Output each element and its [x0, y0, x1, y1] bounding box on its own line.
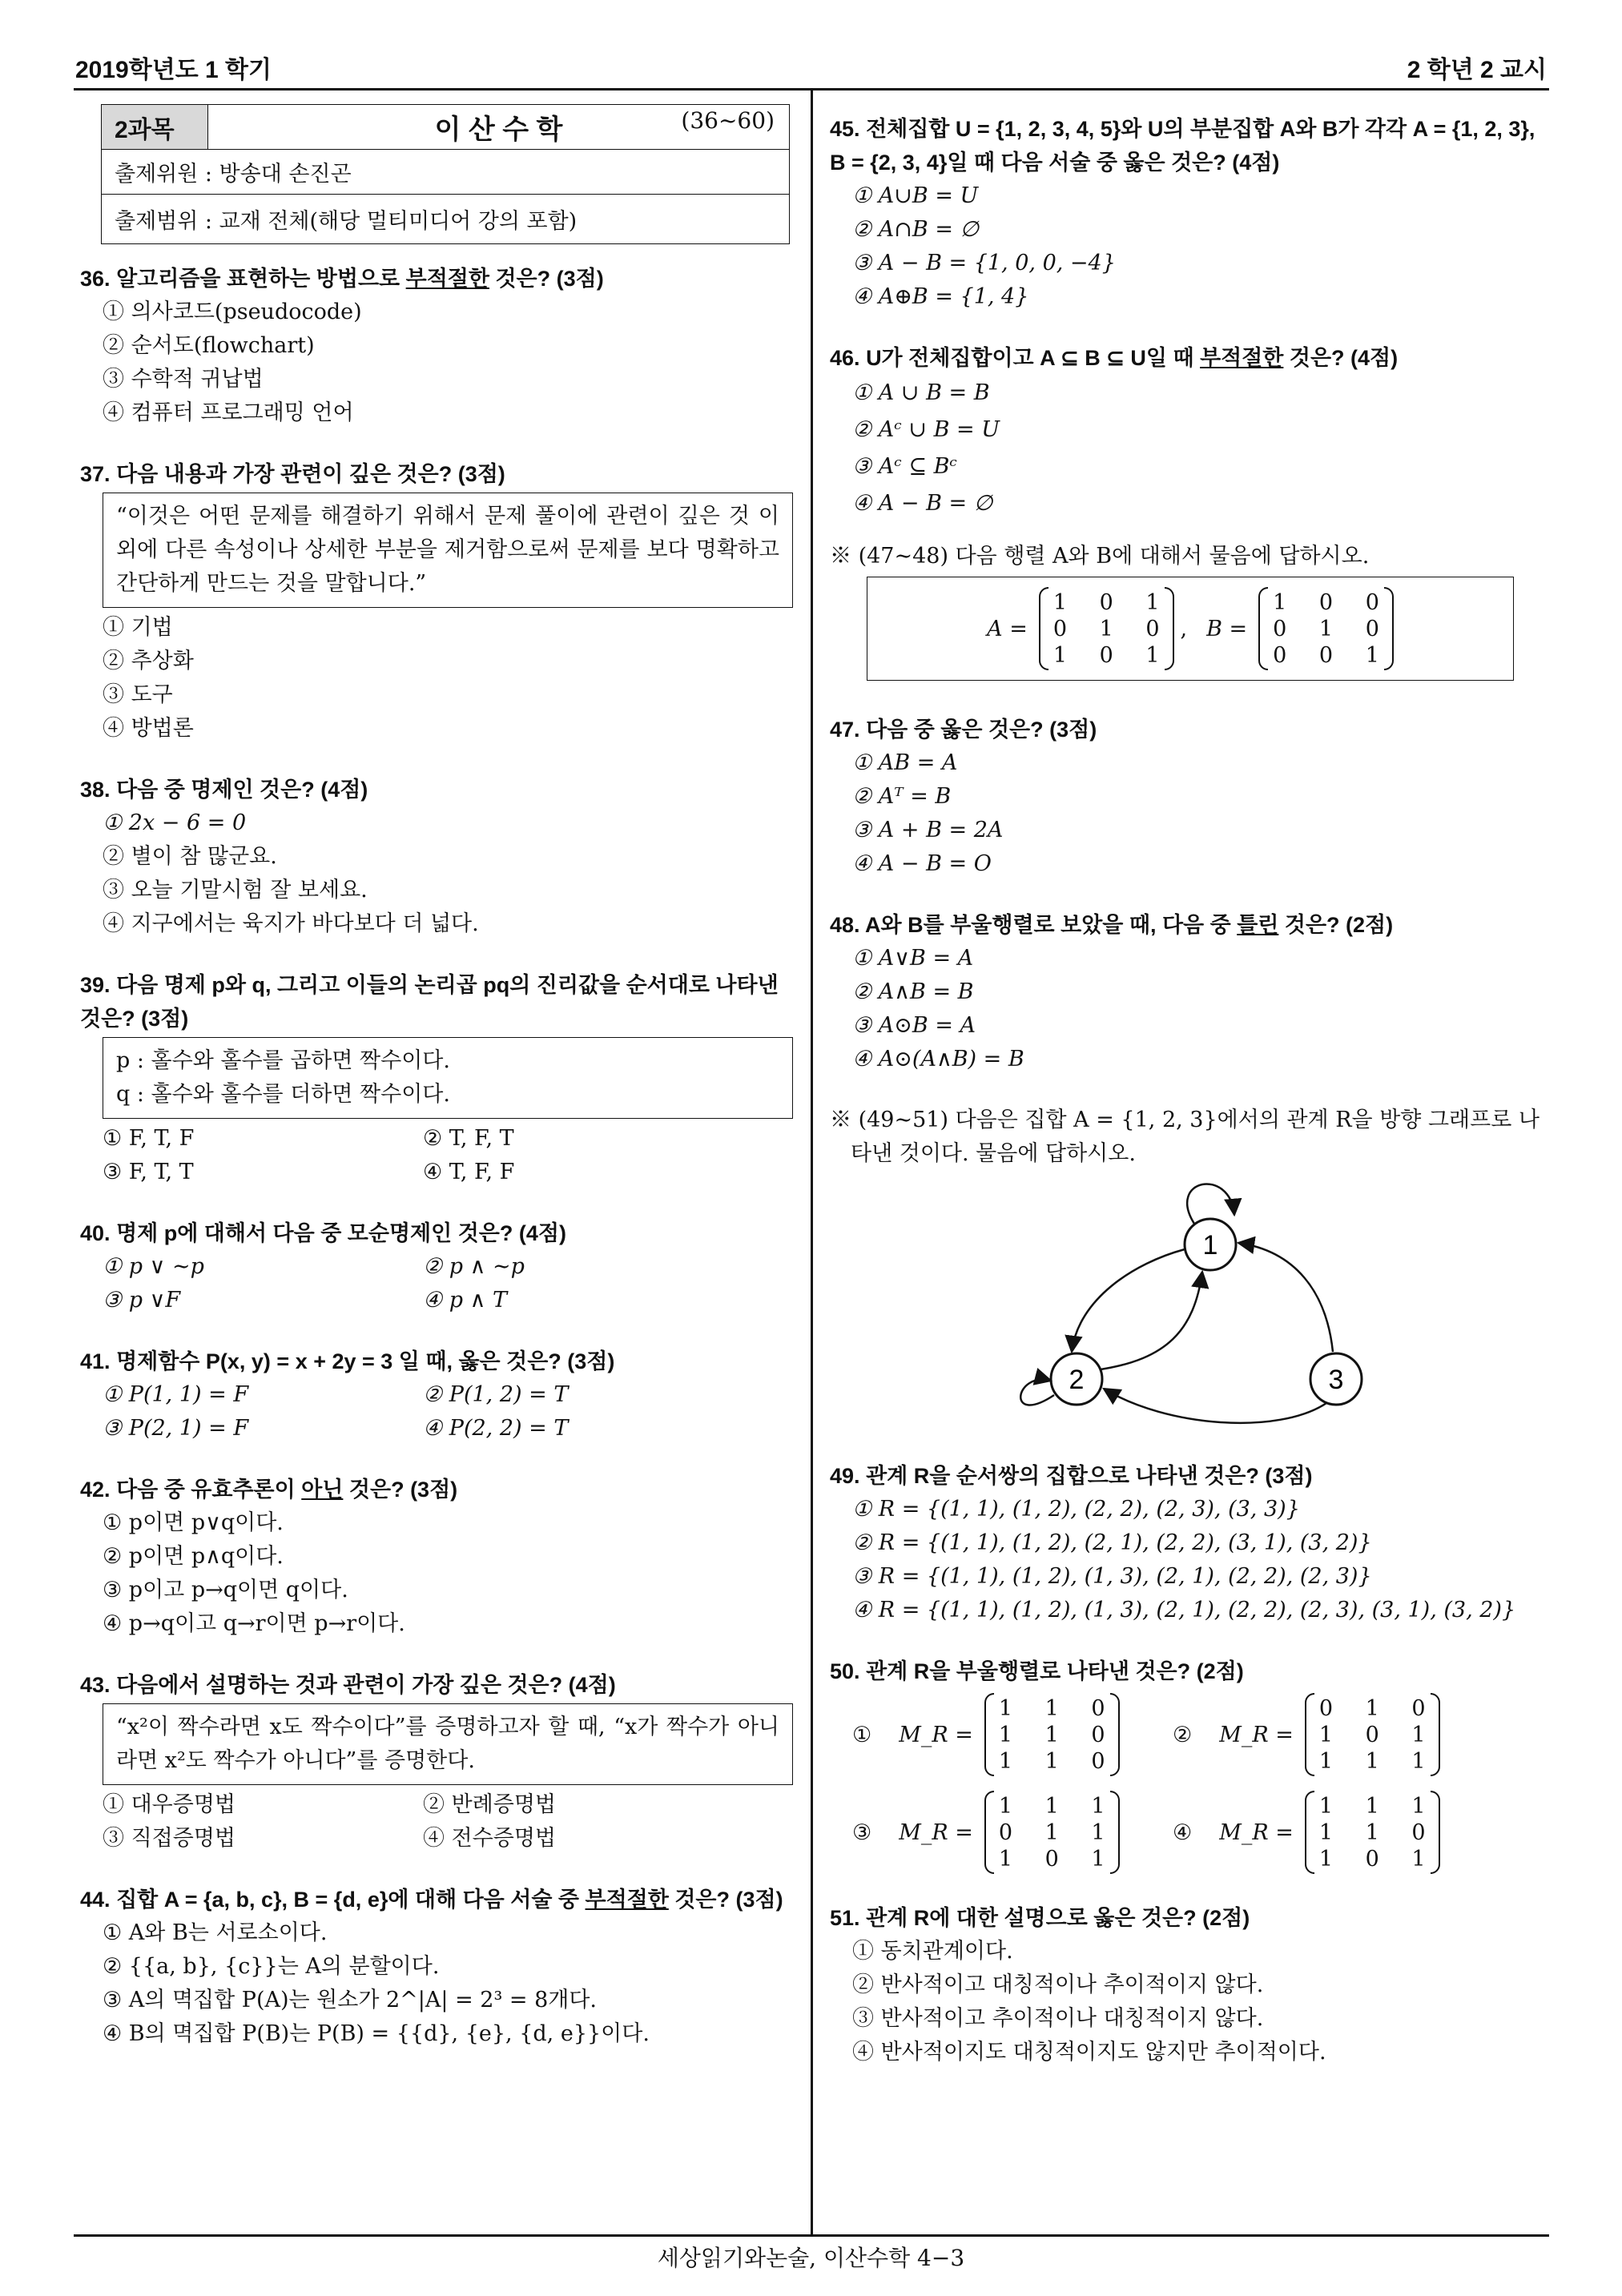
matrix-b-label: B = [1206, 616, 1248, 641]
option: ④ 컴퓨터 프로그래밍 언어 [103, 400, 354, 425]
option: ③ A의 멱집합 P(A)는 원소가 2^|A| = 2³ = 8개다. [103, 1988, 598, 2013]
question-42: 42. 다음 중 유효추론이 아닌 것은? (3점) ① p이면 p∨q이다. ② p이면 p∧q이다. ③ p이고 p→q이면 q이다. ④ p→q이고 q→r이면 p→r이다. [80, 1473, 793, 1641]
question-37: 37. 다음 내용과 가장 관련이 깊은 것은? (3점) “이것은 어떤 문제를 해결하기 위해서 문제 풀이에 관련이 깊은 것 이외에 다른 속성이나 상세한 부분을 제거함으로써 문제를 보다 명확하고 간단하게 만드는 것을 말합니다.” ① 기법 ② 추상화 ③ 도구 ④ 방법론 [80, 457, 793, 746]
option: ① p ∨ ∼p [103, 1254, 204, 1279]
option: ③ R = {(1, 1), (1, 2), (1, 3), (2, 1), (2, 2), (2, 3)} [852, 1564, 1372, 1589]
quote-box: “x²이 짝수라면 x도 짝수이다”를 증명하고자 할 때, “x가 짝수가 아니라면 x²도 짝수가 아니다”를 증명한다. [103, 1703, 793, 1785]
question-40: 40. 명제 p에 대해서 다음 중 모순명제인 것은? (4점) ① p ∨ ∼p ② p ∧ ∼p ③ p ∨F ④ p ∧ T [80, 1216, 793, 1317]
option: ② P(1, 2) = T [423, 1382, 569, 1407]
option: ① 동치관계이다. [852, 1939, 1013, 1964]
right-column [830, 112, 1551, 2069]
option: ① A와 B는 서로소이다. [103, 1920, 328, 1945]
matrix-b: 1 0 0 0 1 0 0 0 1 [1258, 587, 1394, 670]
edge-3-1 [1238, 1243, 1333, 1352]
option: ② R = {(1, 1), (1, 2), (2, 1), (2, 2), (3, 1), (3, 2)} [852, 1530, 1372, 1555]
question-46: 46. U가 전체집합이고 A ⊆ B ⊆ U일 때 부적절한 것은? (4점) ① A ∪ B = B ② Aᶜ ∪ B = U ③ Aᶜ ⊆ Bᶜ ④ A − B = ∅ [830, 341, 1551, 522]
option: ② p이면 p∧q이다. [103, 1544, 284, 1569]
option: ① p이면 p∨q이다. [103, 1510, 284, 1535]
option: ③ A + B = 2A [852, 818, 1004, 842]
page-footer: 세상읽기와논술, 이산수학 4−3 [657, 2245, 965, 2271]
left-column [80, 104, 793, 2051]
option-1: ① M_R = 1 1 0 1 1 0 1 1 0 [852, 1693, 1173, 1776]
option: ② T, F, T [423, 1126, 514, 1151]
question-36: 36. 알고리즘을 표현하는 방법으로 부적절한 것은? (3점) ① 의사코드(pseudocode) ② 순서도(flowchart) ③ 수학적 귀납법 ④ 컴퓨터 프로그래밍 언어 [80, 262, 793, 430]
option: ③ F, T, T [103, 1160, 194, 1184]
relation-digraph [830, 1171, 1551, 1435]
matrix-a: 1 0 1 0 1 0 1 0 1 [1039, 587, 1174, 670]
option: ④ p ∧ T [423, 1288, 508, 1313]
node-2-label: 2 [1069, 1365, 1085, 1395]
question-41: 41. 명제함수 P(x, y) = x + 2y = 3 일 때, 옳은 것은? (3점) ① P(1, 1) = F ② P(1, 2) = T ③ P(2, 1) = F ④ P(2, 2) = T [80, 1345, 793, 1446]
option: ③ 오늘 기말시험 잘 보세요. [103, 878, 368, 903]
option: ④ 지구에서는 육지가 바다보다 더 넓다. [103, 911, 479, 936]
column-divider [811, 90, 813, 2236]
options-grid [80, 1250, 793, 1317]
edge-2-2 [1020, 1380, 1054, 1405]
option: ① P(1, 1) = F [103, 1382, 249, 1407]
option: ④ R = {(1, 1), (1, 2), (1, 3), (2, 1), (2, 2), (2, 3), (3, 1), (3, 2)} [852, 1598, 1516, 1622]
option: ③ A − B = {1, 0, 0, −4} [852, 251, 1116, 275]
subject-title: 이 산 수 학 (36~60) [208, 105, 790, 150]
edge-3-2 [1104, 1389, 1326, 1423]
question-45: 45. 전체집합 U = {1, 2, 3, 4, 5}와 U의 부분집합 A와 B가 각각 A = {1, 2, 3}, B = {2, 3, 4}일 때 다음 서술 중 옳은 것은? (4점) ① A∪B = U ② A∩B = ∅ ③ A − B = {1, 0, 0, −4} ④ A⊕B = {1, 4} [830, 112, 1551, 314]
premise-box: p : 홀수와 홀수를 곱하면 짝수이다. q : 홀수와 홀수를 더하면 짝수이다. [103, 1037, 793, 1119]
question-43: 43. 다음에서 설명하는 것과 관련이 가장 깊은 것은? (4점) “x²이 짝수라면 x도 짝수이다”를 증명하고자 할 때, “x가 짝수가 아니라면 x²도 짝수가 아니다”를 증명한다. ① 대우증명법 ② 반례증명법 ③ 직접증명법 ④ 전수증명법 [80, 1668, 793, 1856]
option: ④ 방법론 [103, 716, 194, 741]
option: ① 2x − 6 = 0 [103, 810, 247, 835]
options-grid [80, 1122, 793, 1189]
option: ② A∩B = ∅ [852, 217, 980, 242]
option: ② 순서도(flowchart) [103, 333, 315, 358]
question-38: 38. 다음 중 명제인 것은? (4점) ① 2x − 6 = 0 ② 별이 참 많군요. ③ 오늘 기말시험 잘 보세요. ④ 지구에서는 육지가 바다보다 더 넓다. [80, 773, 793, 941]
option: ① A∨B = A [852, 946, 974, 971]
option: ① 대우증명법 [103, 1792, 235, 1817]
matrix-a-label: A = [987, 616, 1028, 641]
question-49: 49. 관계 R을 순서쌍의 집합으로 나타낸 것은? (3점) ① R = {(1, 1), (1, 2), (2, 2), (2, 3), (3, 3)} ② R = {(1, 1), (1, 2), (2, 1), (2, 2), (3, 1), (3, 2)} ③ R = {(1, 1), (1, 2), (1, 3), (2, 1), (2, 2), (2, 3)} ④ R = {(1, 1), (1, 2), (1, 3), (2, 1), (2, 2), (2, 3), (3, 1), (3, 2)} [830, 1459, 1551, 1627]
option: ③ p이고 p→q이면 q이다. [103, 1578, 348, 1602]
option: ② 추상화 [103, 649, 194, 674]
option: ③ 직접증명법 [103, 1826, 235, 1851]
instruction-47-48: ※ (47∼48) 다음 행렬 A와 B에 대해서 물음에 답하시오. [830, 544, 1370, 569]
option: ② A∧B = B [852, 979, 974, 1004]
option-2: ② M_R = 0 1 0 1 0 1 1 1 1 [1173, 1693, 1509, 1776]
option: ③ p ∨F [103, 1288, 181, 1313]
option: ④ A⊕B = {1, 4} [852, 284, 1029, 309]
edge-2-1 [1101, 1272, 1202, 1369]
subject-box [101, 104, 790, 244]
option: ③ 반사적이고 추이적이나 대칭적이지 않다. [852, 2006, 1264, 2031]
option: ② 별이 참 많군요. [103, 844, 277, 869]
option: ④ P(2, 2) = T [423, 1416, 569, 1441]
option-4: ④ M_R = 1 1 1 1 1 0 1 0 1 [1173, 1791, 1509, 1874]
option: ② 반례증명법 [423, 1792, 556, 1817]
option: ④ T, F, F [423, 1160, 515, 1184]
option: ② {{a, b}, {c}}는 A의 분할이다. [103, 1954, 440, 1979]
subject-code: 2과목 [102, 105, 208, 150]
option: ① F, T, F [103, 1126, 195, 1151]
option: ④ A − B = O [852, 851, 992, 876]
bottom-rule [74, 2234, 1549, 2237]
option: ③ Aᶜ ⊆ Bᶜ [852, 454, 957, 479]
matrix-box: A = 1 0 1 0 1 0 1 0 1 , B = 1 0 0 0 1 0 0 0 1 [867, 577, 1514, 681]
option: ④ B의 멱집합 P(B)는 P(B) = {{d}, {e}, {d, e}}이다. [103, 2021, 650, 2046]
options-grid [80, 1378, 793, 1446]
subject-author: 출제위원 : 방송대 손진곤 [102, 150, 790, 195]
option: ④ 반사적이지도 대칭적이지도 않지만 추이적이다. [852, 2040, 1326, 2065]
question-51: 51. 관계 R에 대한 설명으로 옳은 것은? (2점) ① 동치관계이다. ② 반사적이고 대칭적이나 추이적이지 않다. ③ 반사적이고 추이적이나 대칭적이지 않다. ④ 반사적이지도 대칭적이지도 않지만 추이적이다. [830, 1901, 1551, 2069]
option: ③ P(2, 1) = F [103, 1416, 249, 1441]
question-44: 44. 집합 A = {a, b, c}, B = {d, e}에 대해 다음 서술 중 부적절한 것은? (3점) ① A와 B는 서로소이다. ② {{a, b}, {c}}는 A의 분할이다. ③ A의 멱집합 P(A)는 원소가 2^|A| = 2³ = 8개다. ④ B의 멱집합 P(B)는 P(B) = {{d}, {e}, {d, e}}이다. [80, 1883, 793, 2051]
option: ③ 수학적 귀납법 [103, 367, 264, 392]
question-39: 39. 다음 명제 p와 q, 그리고 이들의 논리곱 pq의 진리값을 순서대로 나타낸 것은? (3점) p : 홀수와 홀수를 곱하면 짝수이다. q : 홀수와 홀수를 더하면 짝수이다. ① F, T, F ② T, F, T ③ F, T, T ④ T, F, F [80, 968, 793, 1189]
option: ④ A⊙(A∧B) = B [852, 1047, 1024, 1072]
option: ④ p→q이고 q→r이면 p→r이다. [103, 1611, 405, 1636]
option: ① R = {(1, 1), (1, 2), (2, 2), (2, 3), (3, 3)} [852, 1497, 1300, 1522]
option: ① 의사코드(pseudocode) [103, 300, 362, 324]
quote-box: “이것은 어떤 문제를 해결하기 위해서 문제 풀이에 관련이 깊은 것 이외에 다른 속성이나 상세한 부분을 제거함으로써 문제를 보다 명확하고 간단하게 만드는 것을 말합니다.” [103, 493, 793, 608]
edge-1-2 [1072, 1249, 1185, 1352]
option: ② p ∧ ∼p [423, 1254, 525, 1279]
question-range: (36~60) [681, 107, 775, 134]
question-48: 48. A와 B를 부울행렬로 보았을 때, 다음 중 틀린 것은? (2점) ① A∨B = A ② A∧B = B ③ A⊙B = A ④ A⊙(A∧B) = B [830, 908, 1551, 1076]
boolean-matrix-options [830, 1693, 1551, 1874]
question-50: 50. 관계 R을 부울행렬로 나타낸 것은? (2점) ① M_R = 1 1 0 1 1 0 1 1 0 ② M_R = 0 1 0 1 0 1 1 1 1 ③ M_R = 1 1 1 0 1 1 1 0 1 ④ M_R = 1 1 1 1 1 0 1 0 1 [830, 1655, 1551, 1874]
option: ③ A⊙B = A [852, 1013, 976, 1038]
node-1-label: 1 [1202, 1230, 1218, 1261]
option: ③ 도구 [103, 682, 173, 707]
exam-year-term: 2019학년도 1 학기 [75, 57, 272, 83]
option: ① A ∪ B = B [852, 380, 990, 405]
question-47: 47. 다음 중 옳은 것은? (3점) ① AB = A ② Aᵀ = B ③ A + B = 2A ④ A − B = O [830, 713, 1551, 881]
subject-scope: 출제범위 : 교재 전체(해당 멀티미디어 강의 포함) [102, 195, 790, 244]
option: ② 반사적이고 대칭적이나 추이적이지 않다. [852, 1972, 1264, 1997]
options-grid [80, 1788, 793, 1856]
option: ① 기법 [103, 615, 173, 640]
grade-period: 2 학년 2 교시 [1407, 57, 1547, 83]
option: ① AB = A [852, 750, 958, 775]
node-3-label: 3 [1328, 1365, 1344, 1395]
option-3: ③ M_R = 1 1 1 0 1 1 1 0 1 [852, 1791, 1173, 1874]
instruction-49-51: ※ (49∼51) 다음은 집합 A = {1, 2, 3}에서의 관계 R을 방향 그래프로 나타낸 것이다. 물음에 답하시오. [830, 1108, 1539, 1166]
option: ① A∪B = U [852, 183, 979, 208]
option: ② Aᵀ = B [852, 784, 952, 809]
option: ④ A − B = ∅ [852, 491, 993, 516]
option: ④ 전수증명법 [423, 1826, 556, 1851]
option: ② Aᶜ ∪ B = U [852, 417, 1000, 442]
